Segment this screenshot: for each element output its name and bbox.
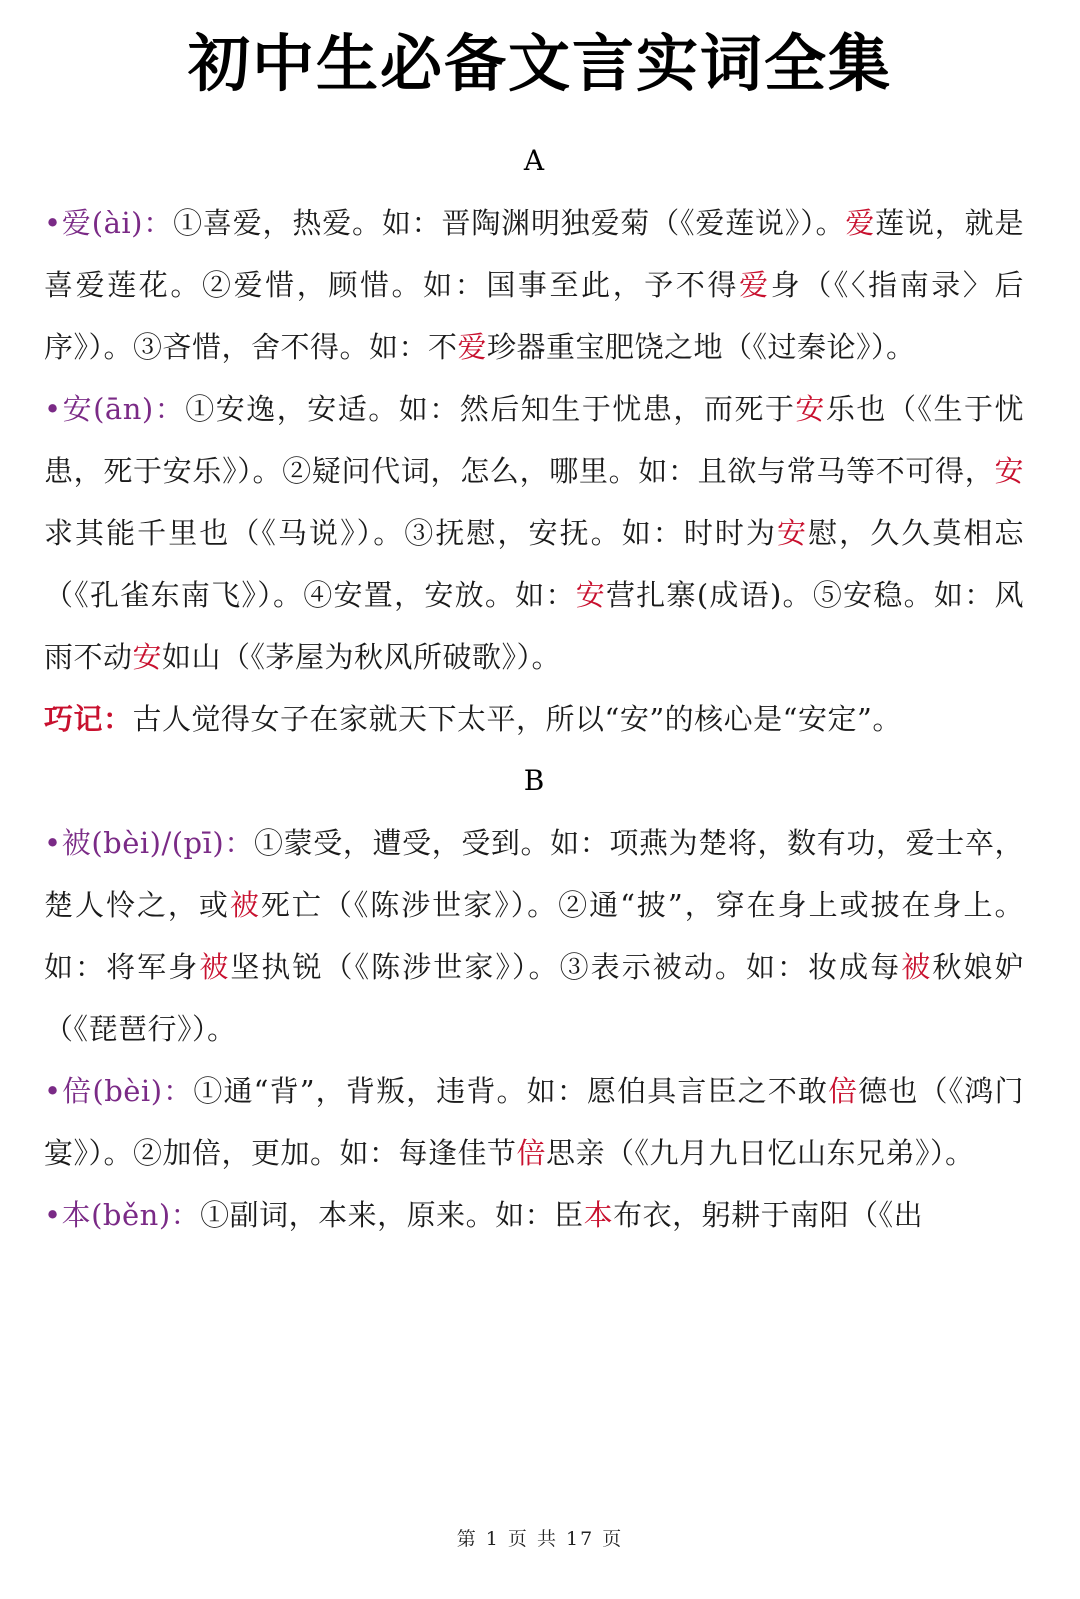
highlight-word: 爱 — [457, 330, 488, 364]
entry-ai — [44, 192, 1024, 378]
definition-text: 莲说，就是喜爱莲花。②爱惜，顾惜。如：国事至此，予不得 — [44, 206, 1024, 302]
headword: •本(běn)： — [44, 1198, 201, 1232]
highlight-word: 被 — [199, 950, 231, 984]
highlight-word: 被 — [901, 950, 933, 984]
headword: •倍(bèi)： — [44, 1074, 194, 1108]
definition-text: ①安逸，安适。如：然后知生于忧患，而死于 — [185, 392, 796, 426]
page-title: 初中生必备文言实词全集 — [187, 27, 892, 100]
definition-text: 死亡（《陈涉世家》）。②通“披”，穿在身上或披在身上。如：将军身 — [44, 888, 1024, 984]
highlight-word: 安 — [777, 516, 809, 550]
definition-text: ①副词，本来，原来。如：臣 — [200, 1198, 584, 1232]
highlight-word: 安 — [132, 640, 163, 674]
entry-ben — [44, 1184, 1024, 1246]
highlight-word: 本 — [583, 1198, 614, 1232]
headword: •被(bèi)/(pī)： — [44, 826, 254, 860]
section-letter-a: A — [523, 144, 545, 177]
highlight-word: 安 — [575, 578, 606, 612]
definition-text: ①喜爱，热爱。如：晋陶渊明独爱菊（《爱莲说》）。 — [173, 206, 846, 240]
definition-text: 思亲（《九月九日忆山东兄弟》）。 — [546, 1136, 975, 1170]
definition-text: 营扎寨(成语)。⑤安稳。如：风雨不动 — [44, 578, 1024, 674]
highlight-word: 爱 — [739, 268, 771, 302]
headword: •安(ān)： — [44, 392, 186, 426]
definition-text: 慰，久久莫相忘（《孔雀东南飞》）。④安置，安放。如： — [44, 516, 1024, 612]
definition-text: 珍器重宝肥饶之地（《过秦论》）。 — [487, 330, 916, 364]
definition-text: 秋娘妒（《琵琶行》）。 — [44, 950, 1024, 1046]
entry-bei-double — [44, 1060, 1024, 1184]
definition-text: 求其能千里也（《马说》）。③抚慰，安抚。如：时时为 — [44, 516, 778, 550]
highlight-word: 爱 — [845, 206, 876, 240]
content-body — [44, 130, 1024, 1246]
definition-text: ①通“背”，背叛，违背。如：愿伯具言臣之不敢 — [193, 1074, 829, 1108]
highlight-word: 安 — [795, 392, 826, 426]
entry-bei-pi — [44, 812, 1024, 1060]
definition-text: 德也（《鸿门宴》）。②加倍，更加。如：每逢佳节 — [44, 1074, 1024, 1170]
tip-text: 古人觉得女子在家就天下太平，所以“安”的核心是“安定”。 — [132, 702, 902, 736]
definition-text: ①蒙受，遭受，受到。如：项燕为楚将，数有功，爱士卒，楚人怜之，或 — [44, 826, 1024, 922]
page-footer: 第 1 页 共 17 页 — [456, 1528, 624, 1550]
highlight-word: 倍 — [516, 1136, 547, 1170]
memory-tip — [44, 688, 1024, 750]
definition-text: 布衣，躬耕于南阳（《出 — [613, 1198, 924, 1232]
headword: •爱(ài)： — [44, 206, 174, 240]
highlight-word: 被 — [229, 888, 261, 922]
definition-text: 如山（《茅屋为秋风所破歌》）。 — [162, 640, 562, 674]
highlight-word: 倍 — [828, 1074, 859, 1108]
entry-an — [44, 378, 1024, 688]
section-letter-b: B — [523, 764, 545, 797]
definition-text: 坚执锐（《陈涉世家》）。③表示被动。如：妆成每 — [230, 950, 902, 984]
definition-text: 乐也（《生于忧患，死于安乐》）。②疑问代词，怎么，哪里。如：且欲与常马等不可得， — [44, 392, 1024, 488]
definition-text: 身（《〈指南录〉后序》）。③吝惜，舍不得。如：不 — [44, 268, 1024, 364]
highlight-word: 安 — [994, 454, 1024, 488]
tip-label: 巧记： — [44, 702, 133, 736]
